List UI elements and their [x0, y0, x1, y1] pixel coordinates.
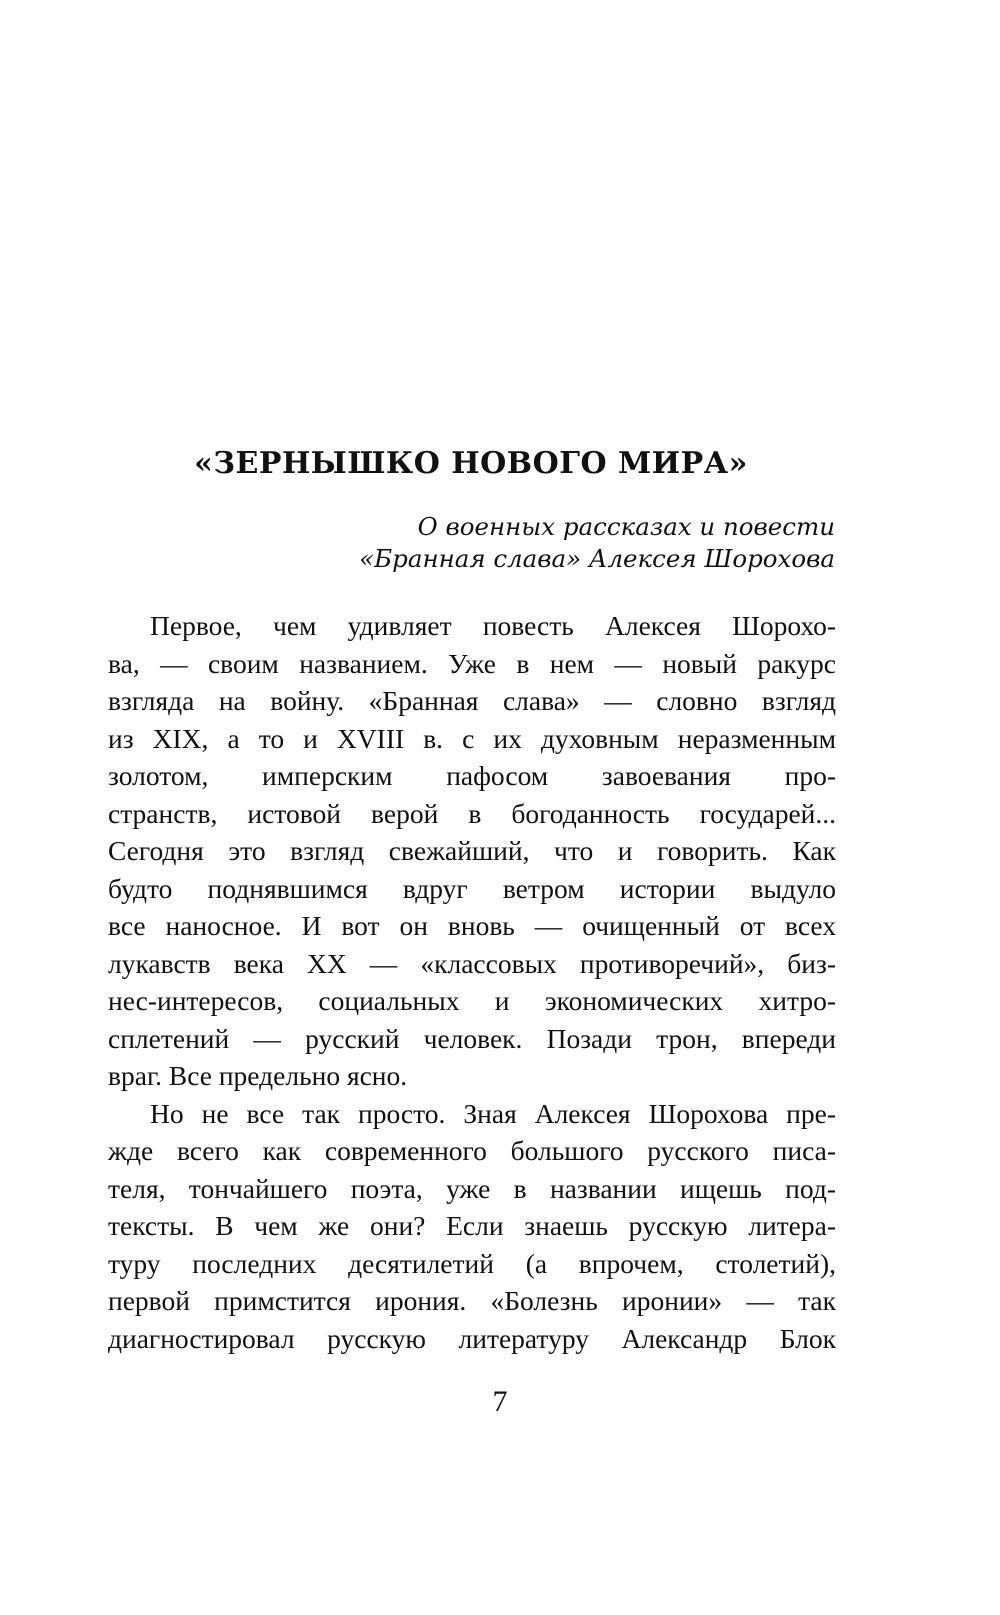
- epigraph-line: «Бранная слава» Алексея Шорохова: [359, 544, 835, 573]
- text-line: тексты. В чем же они? Если знаешь русскую литера-: [108, 1210, 836, 1241]
- paragraph-2: [108, 1095, 836, 1358]
- chapter-title: «ЗЕРНЫШКО НОВОГО МИРА»: [194, 446, 748, 481]
- text-line: Но не все так просто. Зная Алексея Шорохова пре-: [150, 1097, 836, 1129]
- text-line: ва, — своим названием. Уже в нем — новый ракурс: [108, 647, 836, 679]
- text-line: туру последних десятилетий (а впрочем, столетий),: [108, 1247, 836, 1279]
- text-line: Первое, чем удивляет повесть Алексея Шорохо-: [150, 610, 836, 641]
- chapter-epigraph: [275, 511, 835, 575]
- text-line: лукавств века XX — «классовых противоречий», биз-: [108, 947, 836, 979]
- text-line: диагностировал русскую литературу Александр Блок: [108, 1322, 836, 1354]
- text-line: Сегодня это взгляд свежайший, что и говорить. Как: [108, 835, 836, 866]
- text-line: сплетений — русский человек. Позади трон, впереди: [108, 1022, 836, 1054]
- paragraph-1: [108, 607, 836, 1095]
- text-line: первой примстится ирония. «Болезнь иронии» — так: [108, 1285, 836, 1316]
- text-line: золотом, имперским пафосом завоевания про-: [108, 760, 836, 791]
- text-line: странств, истовой верой в богоданность государей...: [108, 797, 836, 829]
- text-line: теля, тончайшего поэта, уже в названии ищешь под-: [108, 1172, 836, 1204]
- text-line: из XIX, а то и XVIII в. с их духовным неразменным: [108, 722, 836, 754]
- text-line: нес-интересов, социальных и экономических хитро-: [108, 985, 836, 1016]
- body-text: [108, 607, 836, 1357]
- text-line: все наносное. И вот он вновь — очищенный от всех: [108, 910, 836, 941]
- page-number: 7: [492, 1385, 508, 1418]
- text-line: враг. Все предельно ясно.: [108, 1060, 408, 1091]
- epigraph-line: О военных рассказах и повести: [417, 512, 835, 541]
- text-line: взгляда на войну. «Бранная слава» — словно взгляд: [108, 685, 836, 716]
- text-line: будто поднявшимся вдруг ветром истории выдуло: [108, 872, 836, 904]
- text-line: жде всего как современного большого русского писа-: [108, 1135, 836, 1166]
